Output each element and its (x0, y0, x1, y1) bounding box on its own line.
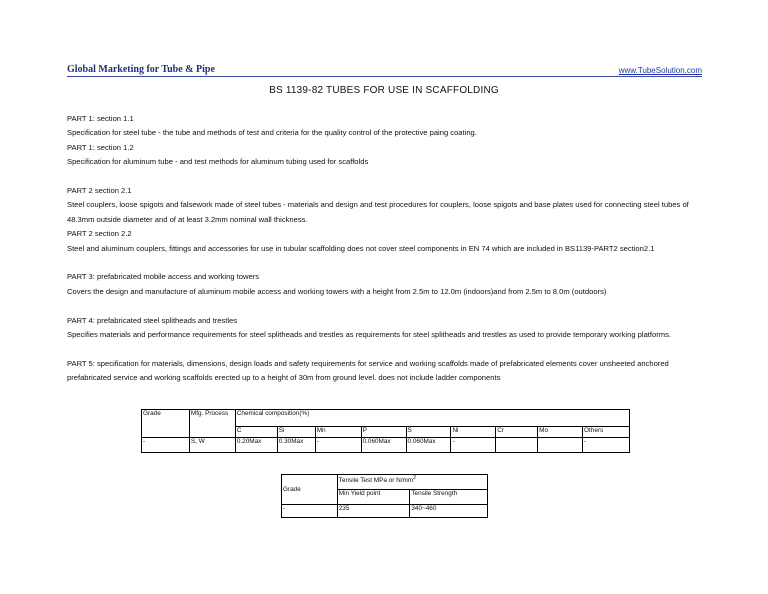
value-cell: - (583, 438, 630, 453)
value-cell (496, 438, 538, 453)
tensile-group-label: Tensile Test MPa or N/mm (338, 477, 414, 485)
spacer (67, 170, 703, 184)
element-header: Cr (496, 427, 538, 438)
process-header: Mfg. Process (189, 410, 235, 438)
part3-heading: PART 3: prefabricated mobile access and working towers (67, 272, 260, 282)
part1-text-b: Specification for aluminum tube - and test methods for aluminum tubing used for scaffolds (67, 157, 369, 167)
element-header: P (361, 427, 406, 438)
header-rule (67, 76, 702, 77)
value-cell: - (315, 438, 361, 453)
part3-text: Covers the design and manufacture of aluminum mobile access and working towers with a height from 2.5m to 12.0m (indoors)and from 2.5m to 8.0m (outdoors) (67, 286, 607, 296)
value-cell: 0.060Max (406, 438, 451, 453)
element-header: C (235, 427, 277, 438)
tensile-header: Tensile Strength (410, 490, 488, 505)
spacer (67, 342, 703, 356)
grade-cell: - (282, 505, 338, 518)
element-header: S (406, 427, 451, 438)
grade-cell: - (142, 438, 190, 453)
element-header: Si (277, 427, 315, 438)
spacer (67, 256, 703, 270)
value-cell: 0.20Max (235, 438, 277, 453)
brand-title: Global Marketing for Tube & Pipe (67, 64, 215, 75)
value-cell (538, 438, 583, 453)
part2-text-a: Steel couplers, loose spigots and falsework made of steel tubes - materials and design and test procedures for couplers, loose spigots and base plates used for connecting steel tubes of 48.3mm outside diameter and of at least 3.2mm nominal wall thickness. (67, 200, 689, 224)
tensile-test-table (281, 474, 488, 518)
chemical-group-header: Chemical composition(%) (235, 410, 629, 427)
element-header: Ni (451, 427, 496, 438)
tensile-group-header (337, 475, 487, 490)
document-title: BS 1139-82 TUBES FOR USE IN SCAFFOLDING (269, 85, 499, 96)
yield-header: Min Yield point (337, 490, 410, 505)
part2-heading-a: PART 2 section 2.1 (67, 186, 132, 196)
part1-text-a: Specification for steel tube - the tube and methods of test and criteria for the quality control of the protective paing coating. (67, 128, 477, 138)
part1-heading-b: PART 1: section 1.2 (67, 142, 134, 152)
document-body (67, 112, 703, 386)
process-cell: S, W (189, 438, 235, 453)
tensile-cell: 340~460 (410, 505, 488, 518)
value-cell: - (451, 438, 496, 453)
part2-text-b: Steel and aluminum couplers, fittings and accessories for use in tubular scaffolding does not cover steel components in EN 74 which are included in BS1139-PART2 section2.1 (67, 243, 655, 253)
part4-text: Specifies materials and performance requirements for steel splitheads and trestles as requirements for steel splitheads and trestles as used to provide temporary working platforms. (67, 330, 671, 340)
value-cell: 0.060Max (361, 438, 406, 453)
chemical-composition-table (141, 409, 630, 453)
element-header: Mn (315, 427, 361, 438)
part1-heading-a: PART 1: section 1.1 (67, 114, 134, 123)
yield-cell: 235 (337, 505, 410, 518)
unit-superscript: 2 (413, 475, 416, 481)
website-link[interactable]: www.TubeSolution.com (618, 66, 702, 75)
value-cell: 0.30Max (277, 438, 315, 453)
part4-heading: PART 4: prefabricated steel splitheads and trestles (67, 315, 238, 325)
part5-text: PART 5: specification for materials, dimensions, design loads and safety requirements for service and working scaffolds made of prefabricated elements cover unsheeted anchored prefabricated service and working scaffolds erected up to a height of 30m from ground level. does not include ladder components (67, 358, 669, 383)
grade-header: Grade (282, 475, 338, 505)
grade-header: Grade (142, 410, 190, 438)
spacer (67, 299, 703, 313)
element-header: Mo (538, 427, 583, 438)
part2-heading-b: PART 2 section 2.2 (67, 229, 132, 239)
element-header: Others (583, 427, 630, 438)
